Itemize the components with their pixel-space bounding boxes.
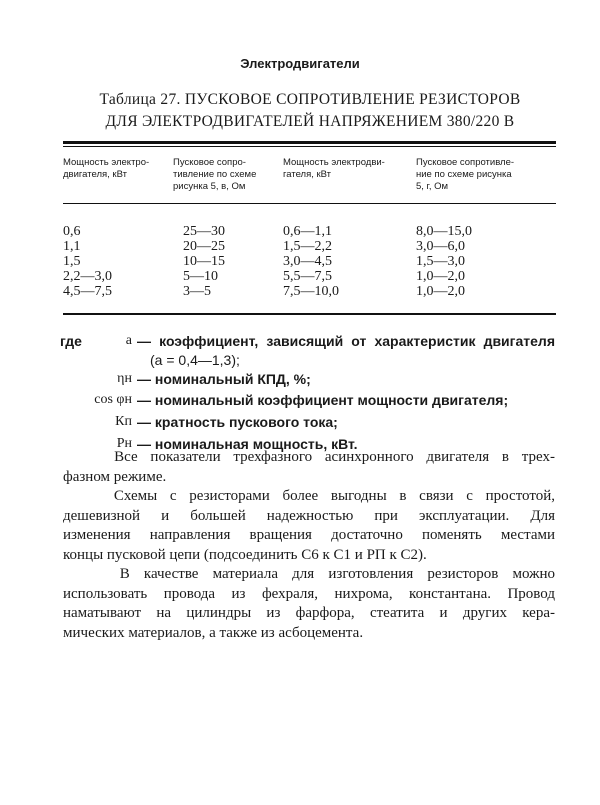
column-header: Мощность электродви- <box>283 157 385 168</box>
running-head: Электродвигатели <box>240 56 360 71</box>
paragraph-line: изменения направления вращения достаточно поменять местами <box>63 527 555 543</box>
table-header-rule <box>63 203 556 204</box>
table-cell: 1,0—2,0 <box>416 284 465 299</box>
table-bottom-rule <box>63 313 556 315</box>
column-header: 5, г, Ом <box>416 181 449 192</box>
column-header: Пусковое сопро- <box>173 157 246 168</box>
table-cell: 7,5—10,0 <box>283 284 339 299</box>
paragraph-line: дешевизной и большей надежностью при эксплуатации. Для <box>63 507 555 524</box>
paragraph-line: наматывают на цилиндры из фарфора, стеатита и других кера- <box>63 605 555 621</box>
table-cell: 4,5—7,5 <box>63 284 112 299</box>
table-cell: 25—30 <box>183 224 225 239</box>
table-cell: 2,2—3,0 <box>63 269 112 284</box>
legend-symbol: Кп <box>115 414 132 429</box>
legend-text: — номинальный КПД, %; <box>137 371 311 387</box>
table-cell: 5—10 <box>183 269 218 284</box>
legend-text: — коэффициент, зависящий от характеристик двигателя <box>137 333 555 349</box>
legend-text: — номинальный коэффициент мощности двигателя; <box>137 392 509 408</box>
table-cell: 1,5—2,2 <box>283 239 332 254</box>
paragraph-line: Все показатели трехфазного асинхронного двигателя в трех- <box>63 449 555 465</box>
table-title-line-1: Таблица 27. ПУСКОВОЕ СОПРОТИВЛЕНИЕ РЕЗИСТОРОВ <box>99 91 521 108</box>
column-header: рисунка 5, в, Ом <box>173 181 246 192</box>
table-cell: 3,0—4,5 <box>283 254 332 269</box>
table-cell: 1,5 <box>63 254 81 269</box>
column-header: тивление по схеме <box>173 169 257 180</box>
table-top-rule-thin <box>63 146 556 147</box>
legend-symbol: a <box>125 333 132 348</box>
table-cell: 3—5 <box>183 284 211 299</box>
paragraph-line: концы пусковой цепи (подсоединить С6 к С1 и РП к С2). <box>63 546 427 563</box>
column-header: двигателя, кВт <box>63 169 127 180</box>
table-cell: 10—15 <box>183 254 225 269</box>
table-cell: 1,0—2,0 <box>416 269 465 284</box>
legend-symbol: Рн <box>116 436 132 451</box>
legend-symbol: ηн <box>117 371 132 386</box>
column-header: ние по схеме рисунка <box>416 169 512 180</box>
table-cell: 0,6 <box>63 224 81 239</box>
table-cell: 8,0—15,0 <box>416 224 472 239</box>
table-title-line-2: ДЛЯ ЭЛЕКТРОДВИГАТЕЛЕЙ НАПРЯЖЕНИЕМ 380/220 В <box>105 113 515 130</box>
column-header: гателя, кВт <box>283 169 332 180</box>
legend-continuation: (a = 0,4—1,3); <box>150 352 240 368</box>
column-header: Пусковое сопротивле- <box>416 157 515 168</box>
table-cell: 3,0—6,0 <box>416 239 465 254</box>
paragraph-line: использовать провода из фехраля, нихрома, константана. Провод <box>63 585 555 602</box>
paragraph-line: фазном режиме. <box>63 468 167 485</box>
table-cell: 5,5—7,5 <box>283 269 332 284</box>
table-cell: 20—25 <box>183 239 225 254</box>
legend-text: — кратность пускового тока; <box>137 414 338 430</box>
table-cell: 1,1 <box>63 239 81 254</box>
paragraph-line: В качестве материала для изготовления резисторов можно <box>63 566 555 582</box>
paragraph-line: Схемы с резисторами более выгодны в связи с простотой, <box>63 488 555 504</box>
table-cell: 0,6—1,1 <box>283 224 332 239</box>
legend-symbol: cos φн <box>94 392 132 407</box>
legend-where: где <box>60 333 82 349</box>
paragraph-line: мических материалов, а также из асбоцемента. <box>63 624 364 641</box>
table-cell: 1,5—3,0 <box>416 254 465 269</box>
table-top-rule <box>63 141 556 144</box>
legend-text: — номинальная мощность, кВт. <box>137 436 358 452</box>
column-header: Мощность электро- <box>63 157 150 168</box>
